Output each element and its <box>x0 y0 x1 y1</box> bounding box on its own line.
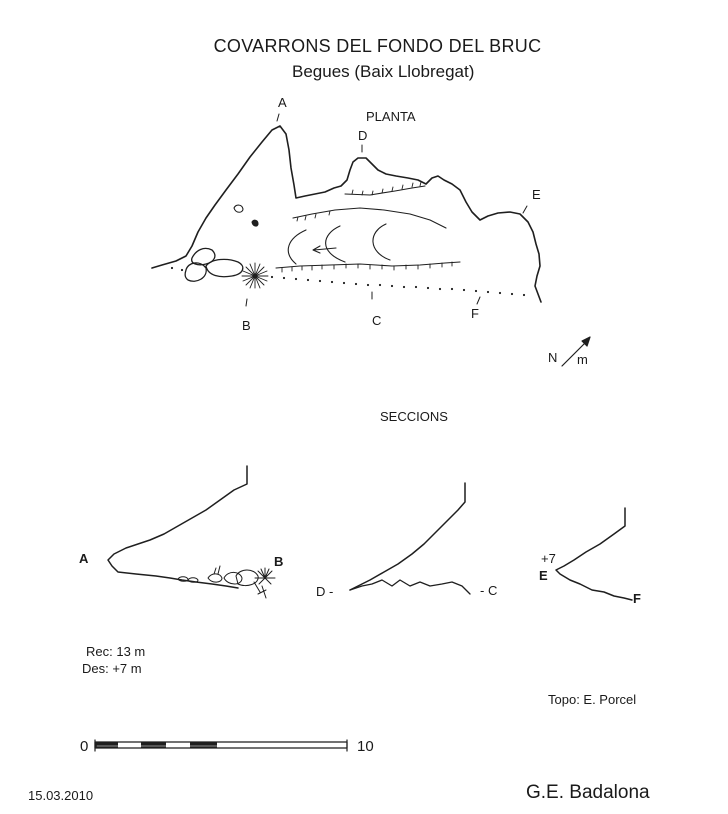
scale-min-label: 0 <box>80 738 89 755</box>
survey-title: COVARRONS DEL FONDO DEL BRUC <box>213 36 542 56</box>
plan-cave-wall <box>152 126 541 302</box>
plan-point-f: F <box>471 306 479 321</box>
survey-location: Begues (Baix Llobregat) <box>292 62 475 81</box>
plan-dripline <box>171 267 525 296</box>
plan-point-d: D <box>358 128 368 143</box>
plan-flow-arrow <box>313 246 336 253</box>
scale-max-label: 10 <box>357 738 374 755</box>
plan-point-a: A <box>278 95 287 110</box>
section-ef-start-label: E <box>539 568 548 583</box>
north-m-label: m <box>577 352 588 367</box>
section-ab-start-label: A <box>79 551 89 566</box>
north-arrow-icon <box>562 337 590 366</box>
scale-bar <box>95 740 347 751</box>
club-name: G.E. Badalona <box>526 782 650 803</box>
section-ef-height-label: +7 <box>541 551 556 566</box>
sections-heading: SECCIONS <box>380 409 448 424</box>
plan-heading: PLANTA <box>366 109 416 124</box>
plan-point-c: C <box>372 313 382 328</box>
section-dc-profile <box>350 483 465 590</box>
survey-date: 15.03.2010 <box>28 788 94 803</box>
section-ab-end-label: B <box>274 554 284 569</box>
section-ab-boulders <box>178 566 266 598</box>
plan-point-e: E <box>532 187 541 202</box>
plan-vegetation-symbol <box>242 263 268 288</box>
section-dc-floor <box>350 580 470 594</box>
plan-point-b: B <box>242 318 251 333</box>
plan-ledge-line <box>276 262 460 268</box>
section-ef-end-label: F <box>633 591 641 606</box>
section-dc-start-label: D - <box>316 584 334 599</box>
section-dc-end-label: - C <box>480 583 498 598</box>
plan-ledge-line <box>345 186 425 195</box>
plan-rock <box>234 205 243 212</box>
length-stat: Rec: 13 m <box>86 644 146 659</box>
section-ef-profile <box>556 508 632 600</box>
topographer-credit: Topo: E. Porcel <box>548 692 637 707</box>
plan-slope-curve <box>288 230 306 264</box>
depth-stat: Des: +7 m <box>82 661 142 676</box>
section-ab-profile <box>108 466 247 588</box>
plan-boulder <box>206 259 243 276</box>
plan-boulder <box>185 263 206 281</box>
plan-rock <box>252 220 258 226</box>
north-label: N <box>548 350 558 365</box>
plan-slope-curve <box>373 224 390 260</box>
plan-slope-curve <box>326 226 345 262</box>
plan-ledge-line <box>293 208 446 228</box>
